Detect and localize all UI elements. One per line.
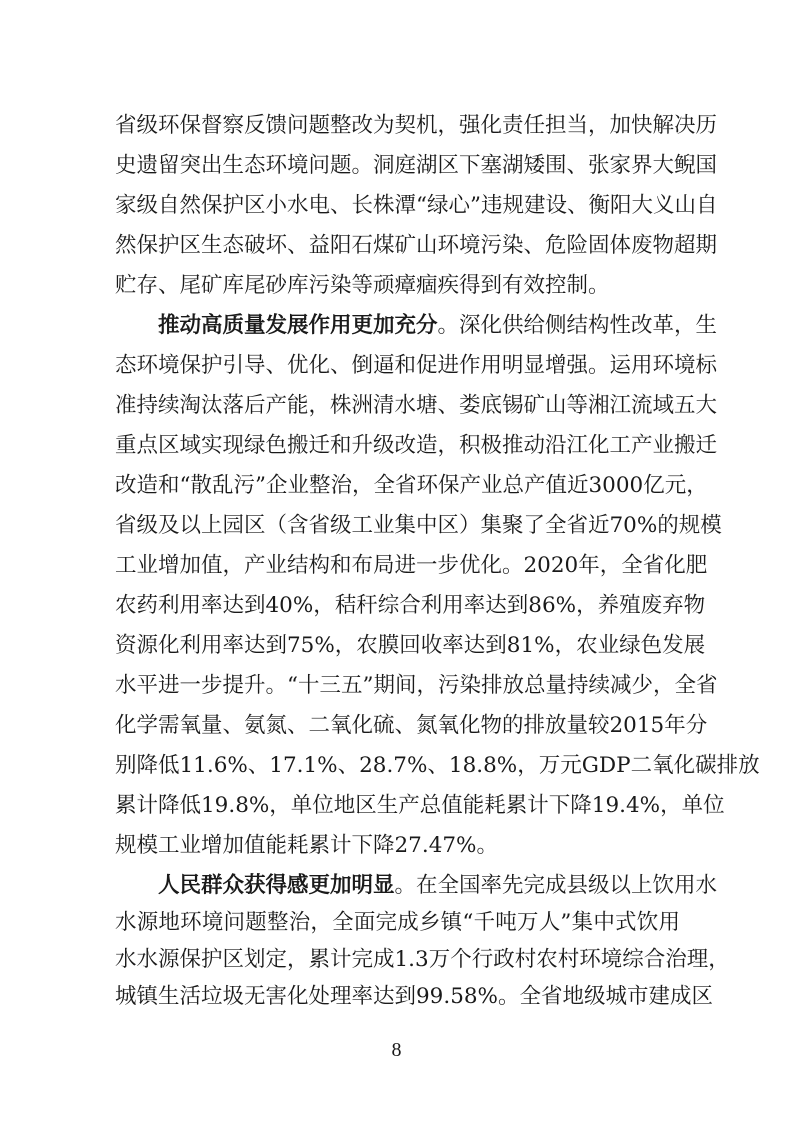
p3-first-line-text: 。在全国率先完成县级以上饮用水 — [394, 873, 718, 898]
p2-line-6: 省级及以上园区（含省级工业集中区）集聚了全省近70%的规模 — [115, 513, 722, 538]
p2-line-2: 态环境保护引导、优化、倒逼和促进作用明显增强。运用环境标 — [115, 353, 718, 378]
p2-line-14: 规模工业增加值能耗累计下降27.47%。 — [115, 833, 498, 858]
p2-line-3: 准持续淘汰落后产能，株洲清水塘、娄底锡矿山等湘江流域五大 — [115, 393, 718, 418]
p1-line-2: 史遗留突出生态环境问题。洞庭湖区下塞湖矮围、张家界大鲵国 — [115, 153, 718, 178]
p2-line-13: 累计降低19.8%，单位地区生产总值能耗累计下降19.4%，单位 — [115, 793, 725, 818]
p2-line-9: 资源化利用率达到75%，农膜回收率达到81%，农业绿色发展 — [115, 633, 706, 658]
p1-line-5: 贮存、尾矿库尾砂库污染等顽瘴痼疾得到有效控制。 — [115, 273, 610, 298]
p1-line-3: 家级自然保护区小水电、长株潭“绿心”违规建设、衡阳大义山自 — [115, 193, 718, 218]
p2-line-5: 改造和“散乱污”企业整治，全省环保产业总产值近3000亿元， — [115, 473, 708, 498]
p3-line-1 — [158, 866, 718, 906]
p2-first-line-text: 。深化供给侧结构性改革，生 — [437, 313, 718, 338]
p3-lead-heading: 人民群众获得感更加明显 — [158, 873, 395, 898]
p3-line-4: 城镇生活垃圾无害化处理率达到99.58%。全省地级城市建成区 — [115, 984, 713, 1009]
p2-line-1 — [158, 306, 718, 346]
p2-line-10: 水平进一步提升。“十三五”期间，污染排放总量持续减少，全省 — [115, 673, 718, 698]
p2-line-8: 农药利用率达到40%，秸秆综合利用率达到86%，养殖废弃物 — [115, 593, 706, 618]
p3-line-2: 水源地环境问题整治，全面完成乡镇“千吨万人”集中式饮用 — [115, 910, 680, 935]
p2-line-11: 化学需氧量、氨氮、二氧化硫、氮氧化物的排放量较2015年分 — [115, 713, 708, 738]
p2-line-7: 工业增加值，产业结构和布局进一步优化。2020年，全省化肥 — [115, 553, 708, 578]
p2-lead-heading: 推动高质量发展作用更加充分 — [158, 313, 438, 338]
p1-line-4: 然保护区生态破坏、益阳石煤矿山环境污染、危险固体废物超期 — [115, 233, 718, 258]
p1-line-1: 省级环保督察反馈问题整改为契机，强化责任担当，加快解决历 — [115, 113, 718, 138]
p2-line-4: 重点区域实现绿色搬迁和升级改造，积极推动沿江化工产业搬迁 — [115, 433, 718, 458]
p2-line-12: 别降低11.6%、17.1%、28.7%、18.8%，万元GDP二氧化碳排放 — [115, 753, 760, 778]
p3-line-3: 水水源保护区划定，累计完成1.3万个行政村农村环境综合治理， — [115, 947, 730, 972]
page-number: 8 — [391, 1039, 402, 1061]
